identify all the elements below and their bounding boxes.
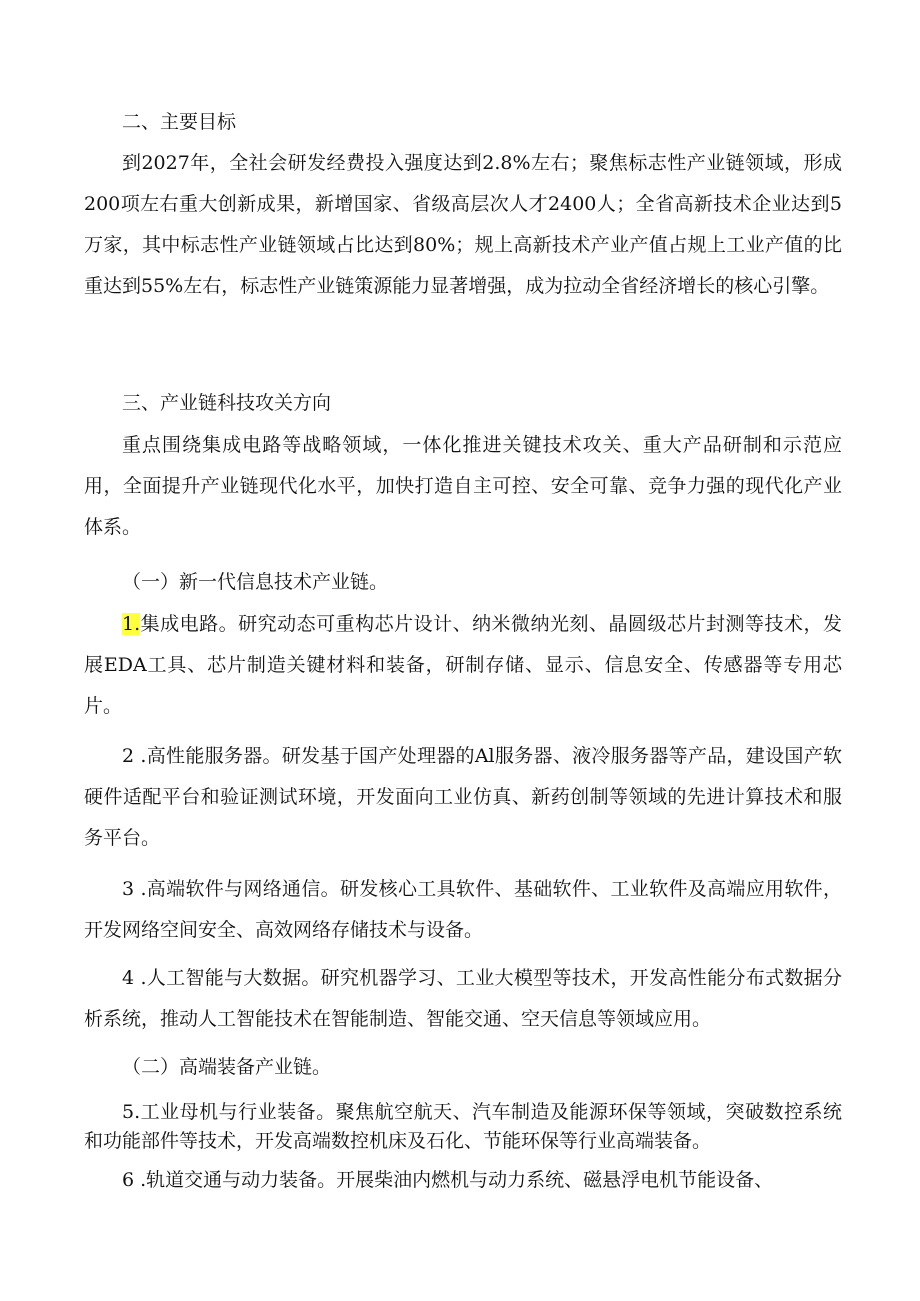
item-rail-and-power: 6 .轨道交通与动力装备。开展柴油内燃机与动力系统、磁悬浮电机节能设备、 [122,1169,774,1191]
paragraph-main-goals: 到2027年，全社会研发经费投入强度达到2.8%左右；聚焦标志性产业链领域，形成200项左右重大创新成果，新增国家、省级高层次人才2400人；全省高新技术企业达到5万家，其中标志性产业链领域占比达到80%；规上高新技术产业产值占规上工业产值的比重达到55%左右，标志性产业链策源能力显著增强，成为拉动全省经济增长的核心引擎。 [84,152,842,297]
section-heading-tech-directions: 三、产业链科技攻关方向 [122,392,332,414]
item-machine-tools: 5.工业母机与行业装备。聚焦航空航天、汽车制造及能源环保等领域，突破数控系统和功能部件等技术，开发高端数控机床及石化、节能环保等行业高端装备。 [84,1101,842,1152]
item-integrated-circuits [84,604,842,727]
item-integrated-circuits-text: 集成电路。研究动态可重构芯片设计、纳米微纳光刻、晶圆级芯片封测等技术，发展EDA工具、芯片制造关键材料和装备，研制存储、显示、信息安全、传感器等专用芯片。 [84,613,842,717]
item-high-performance-servers: 2 .高性能服务器。研发基于国产处理器的Al服务器、液冷服务器等产品，建设国产软硬件适配平台和验证测试环境，开发面向工业仿真、新药创制等领域的先进计算技术和服务平台。 [84,745,842,849]
item-ai-and-big-data: 4 .人工智能与大数据。研究机器学习、工业大模型等技术，开发高性能分布式数据分析系统，推动人工智能技术在智能制造、智能交通、空天信息等领域应用。 [84,967,842,1030]
subsection-heading-high-end-equipment: （二）高端装备产业链。 [122,1056,332,1078]
paragraph-tech-directions-intro: 重点围绕集成电路等战略领域，一体化推进关键技术攻关、重大产品研制和示范应用，全面提升产业链现代化水平，加快打造自主可控、安全可靠、竞争力强的现代化产业体系。 [84,434,842,538]
subsection-heading-it-chain: （一）新一代信息技术产业链。 [122,571,389,593]
item-number-highlighted: 1. [122,613,141,635]
section-heading-main-goals: 二、主要目标 [122,111,237,133]
item-software-and-network: 3 .高端软件与网络通信。研发核心工具软件、基础软件、工业软件及高端应用软件，开发网络空间安全、高效网络存储技术与设备。 [84,878,842,941]
